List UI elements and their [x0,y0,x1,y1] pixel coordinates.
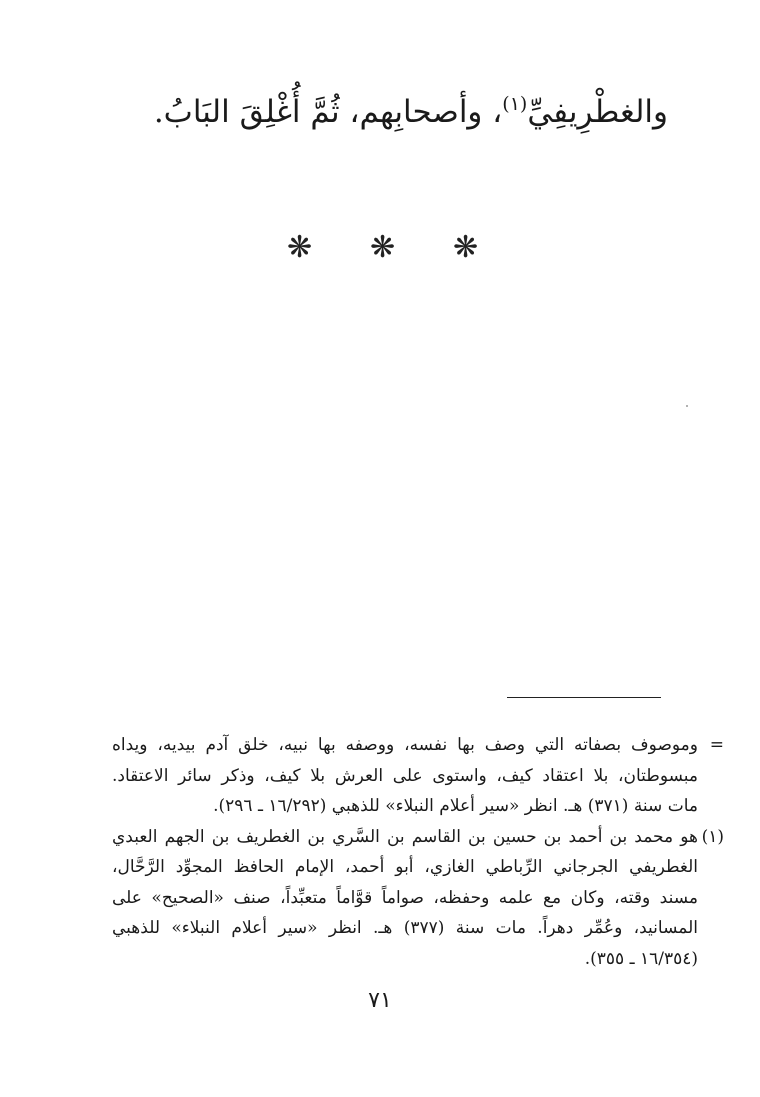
footnote-continued [112,730,724,822]
footnote-divider [507,697,661,698]
main-text-line [48,76,668,140]
continuation-marker: = [709,735,724,755]
footnote-reference-1[interactable]: (١) [502,93,528,115]
footnote-1 [112,822,724,975]
main-text-before-ref: والغطْرِيفِيِّ [527,94,668,130]
footnote-line: مسند وقته، وكان مع علمه وحفظه، صواماً قوَّاماً متعبِّداً، صنف «الصحيح» على [112,887,698,908]
separator-star-icon: ❋ [370,230,396,265]
page-number: ٧١ [368,988,392,1013]
footnote-line: المسانيد، وعُمِّر دهراً. مات سنة (٣٧٧) هـ. انظر «سير أعلام النبلاء» للذهبي [112,918,698,938]
scan-speck [686,405,688,407]
footnotes [112,730,724,974]
footnote-line: الغطريفي الجرجاني الرِّباطي الغازي، أبو أحمد، الإمام الحافظ المجوِّد الرَّحَّال، [112,857,698,877]
footnote-line: (١٦/٣٥٤ ـ ٣٥٥). [584,948,698,969]
footnote-line: مات سنة (٣٧١) هـ. انظر «سير أعلام النبلاء» للذهبي (١٦/٢٩٢ ـ ٢٩٦). [213,796,698,816]
separator-star-icon: ❋ [453,230,479,265]
footnote-line: هو محمد بن أحمد بن حسين بن القاسم بن السَّري بن الغطريف بن الجهم العبدي [112,826,698,847]
main-text-after-ref: ، وأصحابِهم، ثُمَّ أُغْلِقَ البَابُ. [153,94,503,130]
footnote-line: وموصوف بصفاته التي وصف بها نفسه، ووصفه بها نبيه، خلق آدم بيديه، ويداه [112,735,698,755]
section-separator [0,228,760,268]
separator-star-icon: ❋ [287,230,313,265]
footnote-line: مبسوطتان، بلا اعتقاد كيف، واستوى على العرش بلا كيف، وذكر سائر الاعتقاد. [112,765,698,786]
footnote-number: (١) [701,826,724,847]
